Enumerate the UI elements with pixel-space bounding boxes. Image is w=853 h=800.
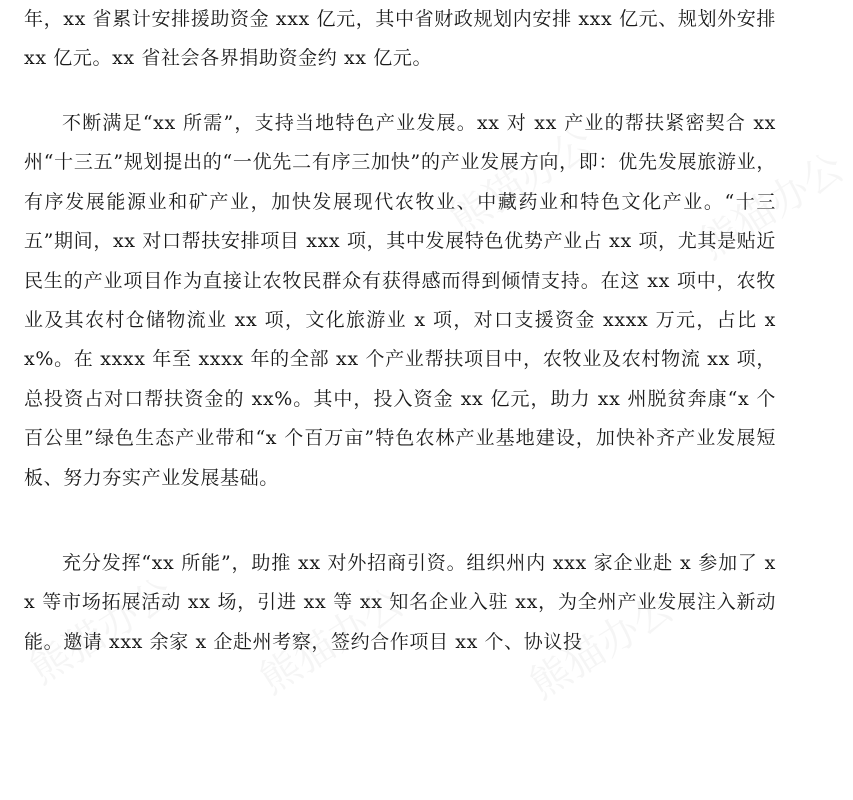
watermark-logo: 熊猫办公 [251,579,412,704]
watermark-logo: 熊猫办公 [21,569,182,694]
watermark-logo: 熊猫办公 [441,119,602,244]
paragraph-investment-promotion: 充分发挥“xx 所能”，助推 xx 对外招商引资。组织州内 xxx 家企业赴 x 参加了 xx 等市场拓展活动 xx 场，引进 xx 等 xx 知名企业入驻 xx，为全州产业发展注入新动能。邀请 xxx 余家 x 企赴州考察，签约合作项目 xx 个、协议投 [24,552,776,653]
paragraph-aid-funds: 年，xx 省累计安排援助资金 xxx 亿元，其中省财政规划内安排 xxx 亿元、规划外安排 xx 亿元。xx 省社会各界捐助资金约 xx 亿元。 [24,8,776,70]
watermark-logo: 熊猫办公 [691,144,852,269]
paragraph-industry-support: 不断满足“xx 所需”，支持当地特色产业发展。xx 对 xx 产业的帮扶紧密契合 xx 州“十三五”规划提出的“一优先二有序三加快”的产业发展方向，即：优先发展旅游业，有序发展能源业和矿产业，加快发展现代农牧业、中藏药业和特色文化产业。“十三五”期间，xx 对口帮扶安排项目 xxx 项，其中发展特色优势产业占 xx 项，尤其是贴近民生的产业项目作为直接让农牧民群众有获得感而得到倾情支持。在这 xx 项中，农牧业及其农村仓储物流业 xx 项，文化旅游业 x 项，对口支援资金 xxxx 万元，占比 xx%。在 xxxx 年至 xxxx 年的全部 xx 个产业帮扶项目中，农牧业及农村物流 xx 项，总投资占对口帮扶资金的 xx%。其中，投入资金 xx 亿元，助力 xx 州脱贫奔康“x 个百公里”绿色生态产业带和“x 个百万亩”特色农林产业基地建设，加快补齐产业发展短板、努力夯实产业发展基础。 [24,112,776,489]
watermark-logo: 熊猫办公 [521,584,682,709]
